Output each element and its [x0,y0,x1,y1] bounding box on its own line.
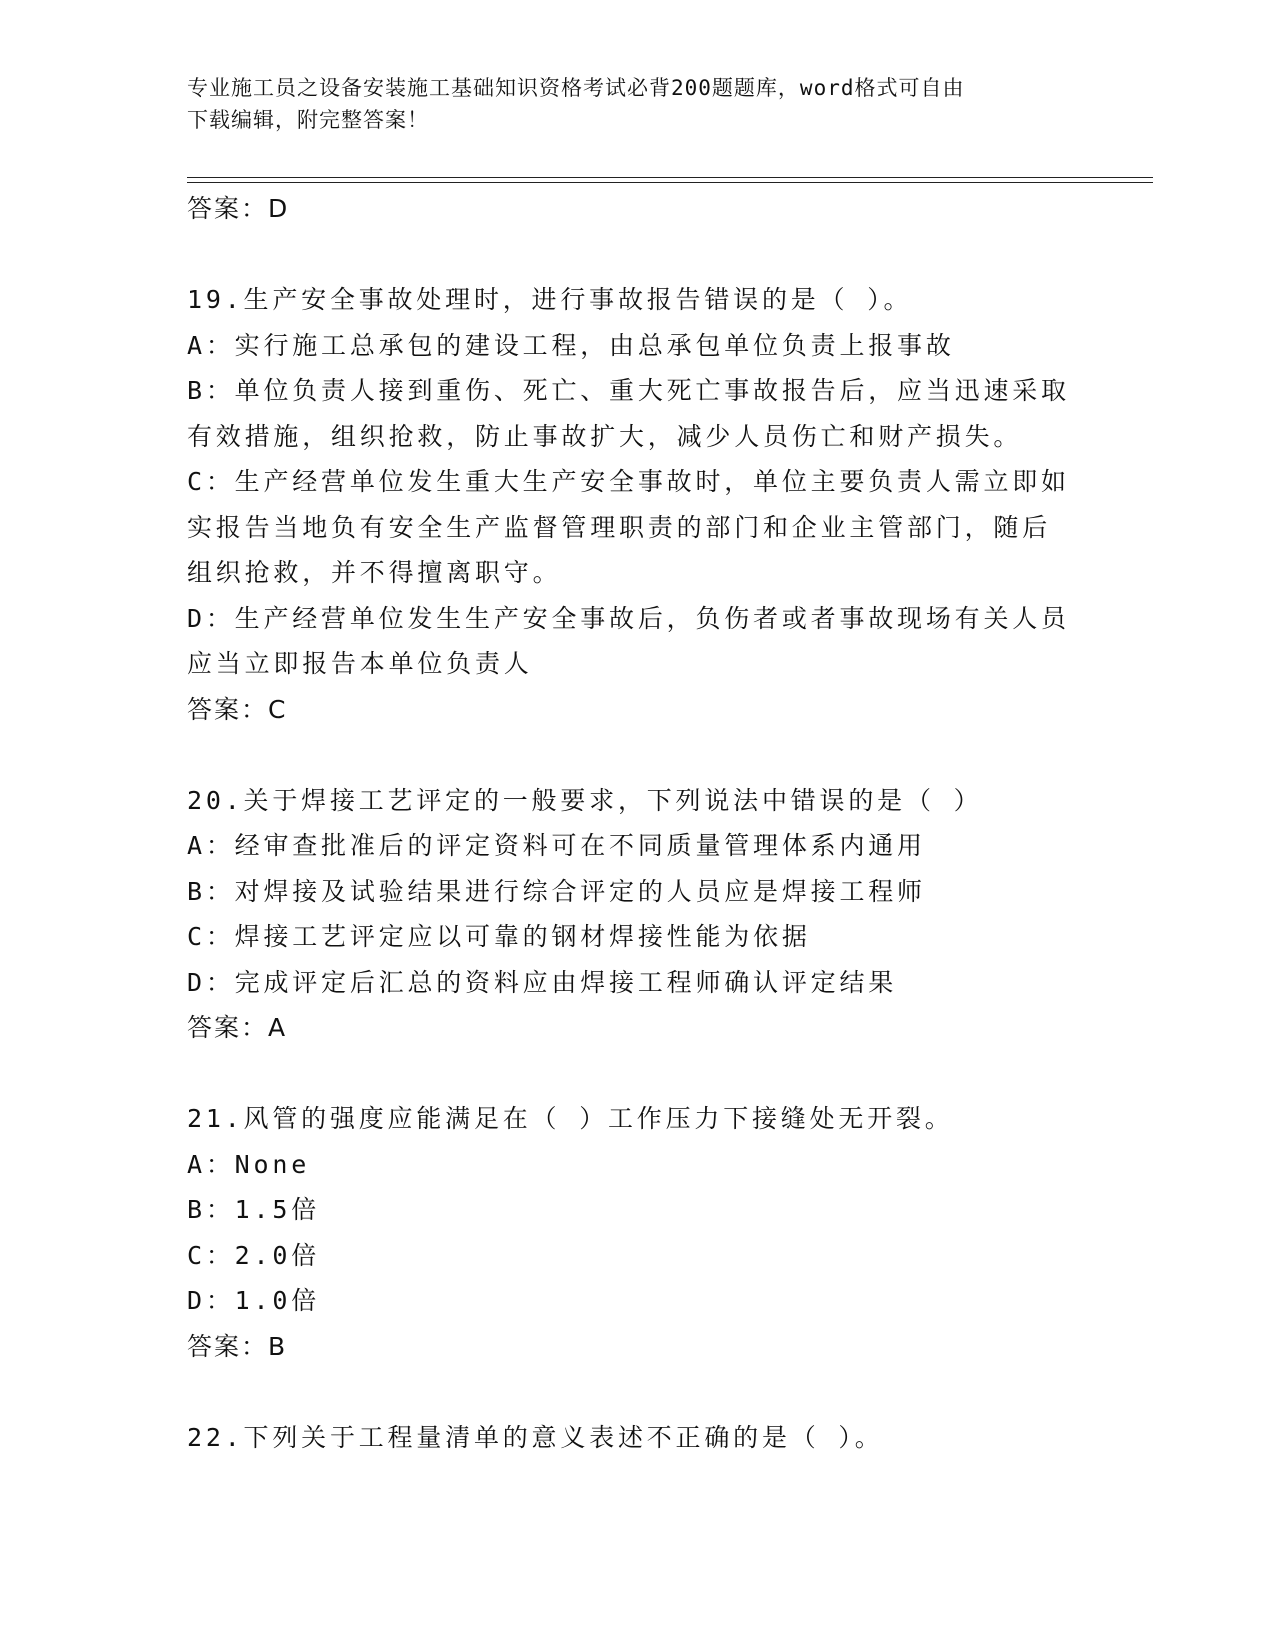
question-19-option-d-line-1: D：生产经营单位发生生产安全事故后，负伤者或者事故现场有关人员 [187,603,1070,633]
question-21 [187,1096,1087,1369]
question-22-stem: 22.下列关于工程量清单的意义表述不正确的是（ ）。 [187,1422,884,1452]
question-19-stem: 19.生产安全事故处理时，进行事故报告错误的是（ ）。 [187,285,913,314]
question-20-option-a: A：经审查批准后的评定资料可在不同质量管理体系内通用 [187,831,926,860]
question-22 [187,1415,1087,1461]
answer-21: 答案：B [187,1331,288,1361]
spacer [187,232,1087,278]
question-20-option-d: D：完成评定后汇总的资料应由焊接工程师确认评定结果 [187,967,898,997]
spacer [187,1051,1087,1097]
question-20-stem: 20.关于焊接工艺评定的一般要求，下列说法中错误的是（ ） [187,785,983,815]
question-19-option-c-line-3: 组织抢救，并不得擅离职守。 [187,558,562,587]
header-line-1: 专业施工员之设备安装施工基础知识资格考试必背200题题库，word格式可自由 [187,76,965,100]
spacer [187,1369,1087,1415]
question-20-option-b: B：对焊接及试验结果进行综合评定的人员应是焊接工程师 [187,876,926,906]
question-19 [187,277,1087,732]
answer-20: 答案：A [187,1013,288,1042]
question-19-option-c-line-2: 实报告当地负有安全生产监督管理职责的部门和企业主管部门，随后 [187,512,1052,542]
question-20-option-c: C：焊接工艺评定应以可靠的钢材焊接性能为依据 [187,922,811,951]
document-header [187,72,1087,136]
question-19-option-b-line-2: 有效措施，组织抢救，防止事故扩大，减少人员伤亡和财产损失。 [187,421,1023,451]
answer-19: 答案：C [187,694,288,724]
question-21-option-b: B：1.5倍 [187,1195,321,1224]
question-19-option-a: A：实行施工总承包的建设工程，由总承包单位负责上报事故 [187,330,955,360]
question-20 [187,778,1087,1051]
question-21-option-c: C：2.0倍 [187,1240,321,1270]
question-21-stem: 21.风管的强度应能满足在（ ）工作压力下接缝处无开裂。 [187,1104,954,1133]
header-divider-top [187,177,1153,178]
header-divider-bottom [187,182,1153,183]
question-21-option-d: D：1.0倍 [187,1286,321,1315]
question-19-option-c-line-1: C：生产经营单位发生重大生产安全事故时，单位主要负责人需立即如 [187,467,1070,496]
question-19-option-d-line-2: 应当立即报告本单位负责人 [187,649,533,678]
answer-18: 答案：D [187,194,290,223]
spacer [187,732,1087,778]
question-21-option-a: A：None [187,1149,311,1179]
document-body [187,186,1087,1460]
header-line-2: 下载编辑，附完整答案！ [187,108,429,132]
question-19-option-b-line-1: B：单位负责人接到重伤、死亡、重大死亡事故报告后，应当迅速采取 [187,376,1070,405]
